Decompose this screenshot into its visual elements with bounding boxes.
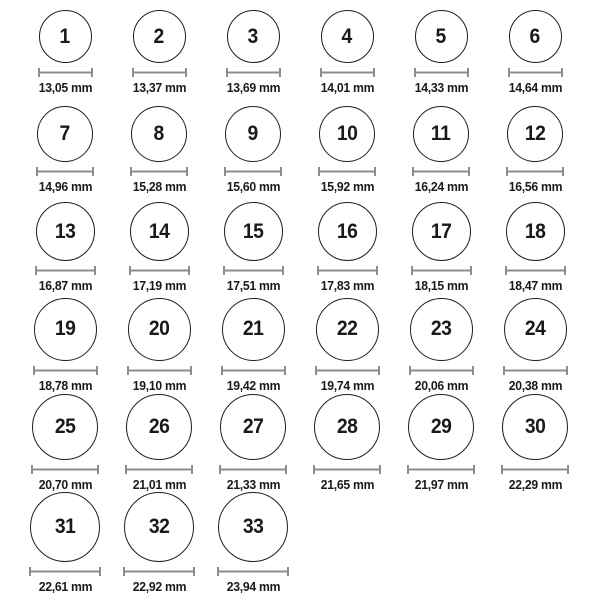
ring-circle	[408, 394, 474, 460]
diameter-ruler	[35, 266, 96, 275]
ring-size-item-30	[488, 394, 582, 492]
ring-size-item-4	[300, 4, 394, 102]
diameter-label: 21,33 mm	[226, 477, 280, 492]
ring-size-item-19	[18, 297, 112, 395]
diameter-label: 16,87 mm	[38, 278, 92, 294]
diameter-label: 13,69 mm	[226, 80, 280, 96]
diameter-label: 18,78 mm	[38, 377, 92, 393]
ring-circle	[39, 10, 92, 63]
ring-size-number: 15	[242, 219, 264, 243]
diameter-label: 18,15 mm	[414, 278, 468, 294]
ring-size-item-3	[206, 4, 300, 102]
ring-size-number: 5	[435, 24, 447, 48]
diameter-ruler	[38, 68, 93, 77]
ring-size-item-16	[300, 199, 394, 297]
ring-circle	[318, 202, 377, 261]
diameter-label: 19,42 mm	[226, 377, 280, 393]
ring-circle	[36, 202, 95, 261]
ring-circle	[321, 10, 374, 63]
ring-circle	[133, 10, 186, 63]
ring-size-number: 7	[59, 122, 71, 146]
diameter-ruler	[127, 366, 192, 375]
ring-size-item-1	[18, 4, 112, 102]
ring-size-item-18	[488, 199, 582, 297]
ring-circle	[410, 298, 473, 361]
diameter-ruler	[223, 266, 284, 275]
diameter-ruler	[411, 266, 472, 275]
ring-size-number: 11	[431, 122, 451, 146]
ring-circle	[220, 394, 286, 460]
diameter-label: 17,19 mm	[132, 278, 186, 294]
ring-size-item-8	[112, 102, 206, 200]
diameter-ruler	[315, 366, 380, 375]
ring-circle	[130, 202, 189, 261]
ring-circle	[225, 106, 281, 162]
diameter-ruler	[407, 465, 475, 474]
ring-circle	[32, 394, 98, 460]
ring-circle	[502, 394, 568, 460]
diameter-ruler	[226, 68, 281, 77]
ring-size-number: 25	[54, 415, 76, 438]
diameter-ruler	[29, 567, 101, 576]
ring-size-item-15	[206, 199, 300, 297]
ring-size-item-17	[394, 199, 488, 297]
diameter-label: 20,06 mm	[414, 377, 468, 393]
ring-size-item-6	[488, 4, 582, 102]
ring-circle	[314, 394, 380, 460]
diameter-label: 14,64 mm	[508, 80, 562, 96]
ring-size-item-23	[394, 297, 488, 395]
diameter-ruler	[130, 167, 188, 176]
ring-size-number: 31	[54, 515, 76, 538]
ring-size-number: 27	[242, 415, 264, 438]
diameter-label: 21,65 mm	[320, 477, 374, 492]
diameter-ruler	[320, 68, 375, 77]
ring-size-item-13	[18, 199, 112, 297]
ring-circle	[126, 394, 192, 460]
diameter-ruler	[414, 68, 469, 77]
diameter-label: 21,01 mm	[132, 477, 186, 492]
ring-size-number: 10	[336, 122, 358, 146]
diameter-ruler	[412, 167, 470, 176]
diameter-label: 18,47 mm	[508, 278, 562, 294]
ring-size-number: 13	[54, 219, 76, 243]
diameter-label: 20,70 mm	[38, 477, 92, 492]
ring-size-item-29	[394, 394, 488, 492]
diameter-label: 22,61 mm	[38, 579, 92, 594]
ring-size-number: 3	[247, 24, 259, 48]
ring-size-number: 23	[430, 317, 452, 341]
diameter-label: 19,10 mm	[132, 377, 186, 393]
ring-size-number: 12	[524, 122, 546, 146]
ring-size-item-14	[112, 199, 206, 297]
ring-circle	[504, 298, 567, 361]
ring-size-item-32	[112, 492, 206, 594]
ring-size-number: 6	[529, 24, 541, 48]
ring-size-item-25	[18, 394, 112, 492]
ring-size-number: 21	[242, 317, 264, 341]
diameter-label: 20,38 mm	[508, 377, 562, 393]
ring-circle	[124, 492, 194, 562]
ring-size-item-28	[300, 394, 394, 492]
diameter-label: 16,56 mm	[508, 179, 562, 195]
ring-size-number: 2	[153, 24, 165, 48]
ring-size-number: 20	[148, 317, 170, 341]
ring-circle	[415, 10, 468, 63]
ring-size-item-9	[206, 102, 300, 200]
diameter-ruler	[219, 465, 287, 474]
diameter-ruler	[506, 167, 564, 176]
diameter-ruler	[33, 366, 98, 375]
ring-circle	[412, 202, 471, 261]
ring-size-number: 1	[59, 24, 71, 48]
diameter-label: 15,60 mm	[226, 179, 280, 195]
ring-size-item-20	[112, 297, 206, 395]
diameter-ruler	[221, 366, 286, 375]
ring-size-number: 4	[341, 24, 353, 48]
ring-circle	[222, 298, 285, 361]
diameter-label: 14,33 mm	[414, 80, 468, 96]
diameter-label: 16,24 mm	[414, 179, 468, 195]
ring-circle	[131, 106, 187, 162]
diameter-label: 14,96 mm	[38, 179, 92, 195]
ring-circle	[509, 10, 562, 63]
ring-circle	[319, 106, 375, 162]
ring-size-number: 29	[430, 415, 452, 438]
diameter-label: 23,94 mm	[226, 579, 280, 594]
ring-size-number: 28	[336, 415, 358, 438]
diameter-ruler	[317, 266, 378, 275]
ring-size-number: 16	[336, 219, 358, 243]
diameter-label: 17,51 mm	[226, 278, 280, 294]
diameter-ruler	[313, 465, 381, 474]
ring-size-item-5	[394, 4, 488, 102]
diameter-label: 22,92 mm	[132, 579, 186, 594]
ring-circle	[316, 298, 379, 361]
diameter-ruler	[123, 567, 195, 576]
diameter-label: 19,74 mm	[320, 377, 374, 393]
diameter-ruler	[31, 465, 99, 474]
diameter-label: 21,97 mm	[414, 477, 468, 492]
ring-circle	[37, 106, 93, 162]
ring-size-number: 30	[524, 415, 546, 438]
ring-size-item-2	[112, 4, 206, 102]
diameter-label: 15,28 mm	[132, 179, 186, 195]
ring-size-number: 19	[54, 317, 76, 341]
ring-circle	[506, 202, 565, 261]
diameter-ruler	[503, 366, 568, 375]
diameter-label: 14,01 mm	[320, 80, 374, 96]
ring-size-item-33	[206, 492, 300, 594]
ring-size-number: 8	[153, 122, 165, 146]
diameter-ruler	[125, 465, 193, 474]
ring-circle	[413, 106, 469, 162]
ring-circle	[30, 492, 100, 562]
diameter-label: 17,83 mm	[320, 278, 374, 294]
diameter-ruler	[217, 567, 289, 576]
ring-size-item-24	[488, 297, 582, 395]
ring-size-item-12	[488, 102, 582, 200]
diameter-label: 15,92 mm	[320, 179, 374, 195]
diameter-label: 13,37 mm	[132, 80, 186, 96]
diameter-ruler	[36, 167, 94, 176]
ring-size-item-27	[206, 394, 300, 492]
ring-circle	[128, 298, 191, 361]
ring-size-number: 17	[430, 219, 452, 243]
diameter-ruler	[508, 68, 563, 77]
ring-size-item-10	[300, 102, 394, 200]
diameter-ruler	[224, 167, 282, 176]
ring-size-item-31	[18, 492, 112, 594]
ring-size-number: 24	[524, 317, 546, 341]
diameter-ruler	[501, 465, 569, 474]
diameter-ruler	[318, 167, 376, 176]
ring-size-number: 18	[524, 219, 546, 243]
diameter-ruler	[129, 266, 190, 275]
ring-size-item-7	[18, 102, 112, 200]
ring-size-number: 22	[336, 317, 358, 341]
ring-size-item-11	[394, 102, 488, 200]
ring-circle	[34, 298, 97, 361]
diameter-ruler	[132, 68, 187, 77]
ring-circle	[227, 10, 280, 63]
ring-size-item-22	[300, 297, 394, 395]
diameter-ruler	[409, 366, 474, 375]
ring-size-item-26	[112, 394, 206, 492]
ring-size-number: 32	[148, 515, 170, 538]
ring-circle	[224, 202, 283, 261]
ring-size-number: 33	[242, 515, 264, 538]
ring-size-item-21	[206, 297, 300, 395]
diameter-label: 22,29 mm	[508, 477, 562, 492]
ring-circle	[507, 106, 563, 162]
diameter-label: 13,05 mm	[38, 80, 92, 96]
ring-size-number: 26	[148, 415, 170, 438]
ring-circle	[218, 492, 288, 562]
diameter-ruler	[505, 266, 566, 275]
ring-size-number: 14	[148, 219, 170, 243]
ring-size-number: 9	[247, 122, 259, 146]
